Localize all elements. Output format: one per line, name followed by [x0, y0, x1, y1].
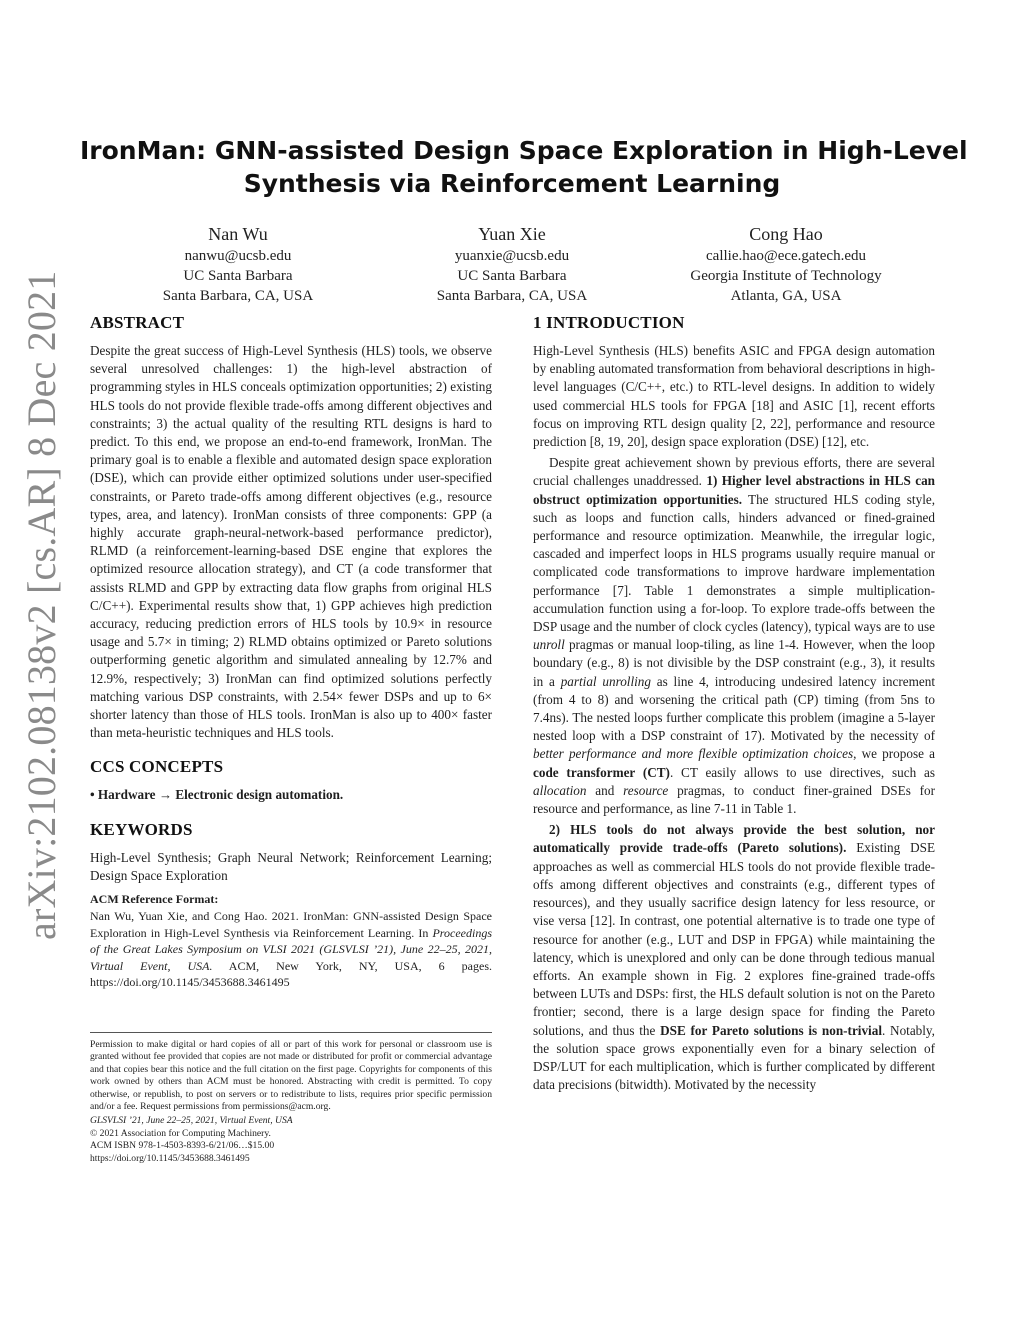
p2-c: pragmas or manual loop-tiling, as line 1-4. However, when the loop boundary (e.g., 8) is not divisible by the DSP constraint (e.g., 3), it results in a: [533, 637, 935, 689]
p2-bold-claim: 1) Higher level abstractions in HLS can obstruct optimization opportunities.: [533, 473, 936, 507]
author-email[interactable]: yuanxie@ucsb.edu: [454, 248, 570, 264]
author-institution: UC Santa Barbara: [457, 268, 567, 284]
p2-ct: code transformer (CT): [533, 764, 670, 780]
p2-alloc: allocation: [533, 782, 587, 798]
isbn-line: ACM ISBN 978-1-4503-8393-6/21/06…$15.00: [90, 1140, 275, 1152]
p2-f: . CT easily allows to use directives, such as: [669, 764, 935, 780]
author-name: Cong Hao: [749, 224, 823, 244]
intro-paragraph-3: [533, 821, 935, 1094]
acm-reference-text-a: Nan Wu, Yuan Xie, and Cong Hao. 2021. IronMan: GNN-assisted Design Space Exploration in High-Level Synthesis via Reinforcement Learning. In: [90, 909, 492, 940]
p2-better: better performance and more flexible optimization choices: [533, 746, 854, 762]
intro-paragraph-2: [533, 454, 935, 818]
author-block: [88, 222, 388, 306]
p2-a: Despite great achievement shown by previous efforts, there are several crucial challenges unaddressed.: [533, 455, 935, 489]
p2-g: and: [586, 782, 624, 798]
author-institution: UC Santa Barbara: [183, 268, 293, 284]
author-institution: Georgia Institute of Technology: [690, 268, 882, 284]
author-email[interactable]: callie.hao@ece.gatech.edu: [706, 248, 866, 264]
acm-reference-text-b: ACM, New York, NY, USA, 6 pages. https://doi.org/10.1145/3453688.3461495: [90, 958, 492, 990]
introduction-heading: 1 INTRODUCTION: [533, 313, 685, 332]
p3-b: . Notably, the solution space grows exponentially even for a binary selection of DSP/LUT for each multiplication, which is further complicated by different data precisions (bitwidth). Motivated by the necessity: [533, 1022, 935, 1093]
keywords-text: High-Level Synthesis; Graph Neural Network; Reinforcement Learning; Design Space Exploration: [90, 849, 492, 883]
abstract-text: Despite the great success of High-Level Synthesis (HLS) tools, we observe several unresolved challenges: 1) the high-level abstraction of programming styles in HLS conceals optimization opportunities; 2) existing HLS tools do not provide flexible trade-offs among different objectives and constraints; 3) the actual quality of the resulting RTL designs is hard to predict. To this end, we propose an end-to-end framework, IronMan. The primary goal is to enable a flexible and automated design space exploration (DSE), which can provide either optimized solutions under user-specified constraints, or Pareto trade-offs among different objectives (e.g., resource types, area, and latency). IronMan consists of three components: GPP (a highly accurate graph-neural-network-based performance predictor), RLMD (a reinforcement-learning-based DSE engine that explores the optimized resource allocation strategy), and CT (a code transformer that assists RLMD and GPP by extracting data flow graphs from original HLS C/C++). Experimental results show that, 1) GPP achieves high prediction accuracy, reducing prediction errors of HLS tools by 10.9× in resource usage and 5.7× in timing; 2) RLMD obtains optimized or Pareto solutions outperforming genetic algorithm and simulated annealing by 12.7% and 12.9%, respectively; 3) IronMan can find optimized solutions perfectly matching various DSP constraints, with 2.54× fewer DSPs and up to 6× shorter latency than those of HLS tools. IronMan is also up to 400× faster than meta-heuristic techniques and HLS tools.: [90, 343, 492, 741]
p2-resource: resource: [623, 782, 669, 798]
p2-h: pragmas, to conduct finer-grained DSEs for resource and performance, as line 7-11 in Table 1.: [533, 782, 935, 817]
right-column: [533, 312, 935, 1094]
acm-reference-heading: ACM Reference Format:: [90, 892, 219, 907]
copyright-line: © 2021 Association for Computing Machinery.: [90, 1127, 271, 1139]
author-block: [362, 222, 662, 306]
permission-notice: Permission to make digital or hard copies of all or part of this work for personal or classroom use is granted without fee provided that copies are not made or distributed for profit or commercial advantage and that copies bear this notice and the full citation on the first page. Copyrights for components of this work owned by others than ACM must be honored. Abstracting with credit is permitted. To copy otherwise, or republish, to post on servers or to redistribute to lists, requires prior specific permission and/or a fee. Request permissions from permissions@acm.org.: [90, 1039, 492, 1113]
author-block: [636, 222, 936, 306]
title-line-2: Synthesis via Reinforcement Learning: [243, 169, 781, 198]
copyright-footnote: [90, 1032, 492, 1165]
p3-bold-claim-2: DSE for Pareto solutions is non-trivial: [660, 1022, 882, 1038]
title-line-1: IronMan: GNN-assisted Design Space Exploration in High-Level: [80, 136, 968, 165]
acm-reference-proceedings: Proceedings of the Great Lakes Symposium on VLSI 2021 (GLSVLSI ’21), June 22–25, 2021, Virtual Event, USA.: [90, 925, 492, 973]
author-location: Santa Barbara, CA, USA: [162, 288, 314, 304]
paper-title: [80, 134, 968, 200]
venue-line: GLSVLSI ’21, June 22–25, 2021, Virtual Event, USA: [90, 1115, 293, 1127]
acm-reference-text: [90, 908, 492, 991]
author-name: Yuan Xie: [478, 224, 546, 244]
left-column: [90, 312, 492, 991]
abstract-heading: ABSTRACT: [90, 313, 185, 332]
p2-d: as line 4, introducing undesired latency increment (from 4 to 8) and worsening the critical path (CP) timing (from 5ns to 7.4ns). The nested loops further complicate this problem (imagine a 5-layer nested loop with a DSP constraint of 17). Motivated by the necessity of: [533, 673, 935, 744]
ccs-concepts-text: • Hardware → Electronic design automation.: [90, 787, 344, 803]
p2-e: , we propose a: [853, 746, 935, 762]
doi-link[interactable]: https://doi.org/10.1145/3453688.3461495: [90, 1152, 250, 1164]
p2-unroll: unroll: [533, 637, 565, 653]
keywords-heading: KEYWORDS: [90, 819, 193, 839]
intro-paragraph-1: High-Level Synthesis (HLS) benefits ASIC and FPGA design automation by enabling automated transformation from behavioral descriptions in high-level languages (C/C++, etc.) to RTL-level designs. In addition to widely used commercial HLS tools for FPGA [18] and ASIC [1], recent efforts focus on improving RTL design quality [2, 22], performance and resource prediction [8, 19, 20], design space exploration (DSE) [12], etc.: [533, 343, 935, 450]
author-name: Nan Wu: [208, 224, 268, 244]
author-location: Santa Barbara, CA, USA: [436, 288, 588, 304]
arxiv-identifier-stamp: arXiv:2102.08138v2 [cs.AR] 8 Dec 2021: [19, 270, 64, 940]
p2-partial: partial unrolling: [560, 673, 651, 689]
p3-bold-claim: 2) HLS tools do not always provide the best solution, nor automatically provide trade-offs (Pareto solutions).: [533, 822, 935, 856]
ccs-concepts-heading: CCS CONCEPTS: [90, 757, 224, 777]
author-email[interactable]: nanwu@ucsb.edu: [184, 248, 292, 264]
p3-a: Existing DSE approaches as well as commercial HLS tools do not provide flexible trade-offs among different objectives and constraints (e.g., different types of resources), and they usually sacrifice design latency for less resource, or vise versa [12]. In contrast, one potential alternative is to trade one type of resource for another (e.g., LUT and DSP in FPGA) while maintaining the latency, which is unexplored and only can be done through tedious manual efforts. An example shown in Fig. 2 explores fine-grained trade-offs between LUTs and DSPs: first, the HLS default solution is not on the Pareto frontier; second, there is a large design space for finding the Pareto solutions, and thus the: [533, 840, 936, 1038]
author-location: Atlanta, GA, USA: [730, 288, 842, 304]
p2-b: The structured HLS coding style, such as loops and function calls, hinders advanced or fined-grained performance and resource optimization. Meanwhile, the irregular logic, cascaded and imperfect loops in HLS programs usually require manual or complicated code transformations to improve hardware implementation performance [7]. Table 1 demonstrates a simple multiplication-accumulation function using a for-loop. To explore trade-offs between the DSP usage and the number of clock cycles (latency), typical ways are to use: [533, 491, 936, 635]
